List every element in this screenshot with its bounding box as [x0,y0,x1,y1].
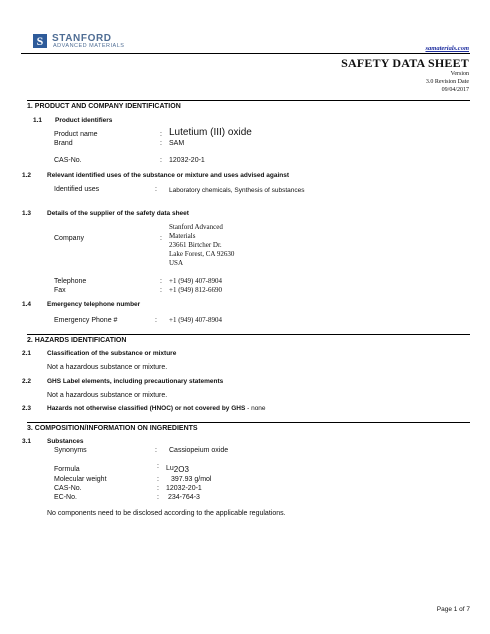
colon: : [157,463,159,470]
subsection-title: Substances [47,438,84,445]
colon: : [160,235,162,242]
colon: : [160,131,162,138]
company-address [169,223,234,268]
emergency-phone-value: +1 (949) 407-8904 [169,316,222,324]
logo-name: STANFORD [52,33,112,44]
subsection-title: Details of the supplier of the safety data sheet [47,210,189,217]
label-elements-text: Not a hazardous substance or mixture. [47,392,168,399]
ec-value: 234-764-3 [168,494,200,501]
composition-note: No components need to be disclosed according to the applicable regulations. [47,510,286,517]
colon: : [157,494,159,501]
header-rule [21,53,470,54]
section-1-heading: 1. PRODUCT AND COMPANY IDENTIFICATION [27,100,470,113]
telephone-value: +1 (949) 407-8904 [169,277,222,285]
telephone-label: Telephone [54,278,87,285]
ec-label: EC-No. [54,494,77,501]
cas-value: 12032-20-1 [166,485,202,492]
colon: : [160,287,162,294]
brand-label: Brand [54,140,73,147]
synonyms-label: Synonyms [54,447,87,454]
molecular-weight-value: 397.93 g/mol [171,476,212,483]
subsection-number: 2.3 [22,405,32,412]
revision-date: 09/04/2017 [441,87,469,93]
address-line: USA [169,259,184,267]
subsection-title: Emergency telephone number [47,301,141,308]
subsection-number: 3.1 [22,438,32,445]
brand-value: SAM [169,140,185,147]
colon: : [157,485,159,492]
subsection-number: 2.1 [22,350,32,357]
address-line: Stanford Advanced [169,223,223,231]
address-line: 23661 Birtcher Dr. [169,241,222,249]
section-2-heading: 2. HAZARDS IDENTIFICATION [27,334,470,347]
colon: : [155,447,157,454]
subsection-title: Product identifiers [55,117,113,124]
subsection-number: 1.1 [33,117,43,124]
subsection-number: 1.3 [22,210,32,217]
formula-label: Formula [54,466,80,473]
product-name-label: Product name [54,131,98,138]
revision-label: 3.0 Revision Date [425,79,469,85]
molecular-weight-label: Molecular weight [54,476,107,483]
document-title: SAFETY DATA SHEET [341,56,469,70]
address-line: Materials [169,232,196,240]
cas-label: CAS-No. [54,485,82,492]
subsection-number: 1.4 [22,301,32,308]
formula-element-o: O [178,465,185,474]
classification-text: Not a hazardous substance or mixture. [47,364,168,371]
website-link[interactable]: samaterials.com [425,45,469,52]
fax-value: +1 (949) 812-6690 [169,286,222,294]
address-line: Lake Forest, CA 92630 [169,250,235,258]
subsection-title: GHS Label elements, including precautionary statements [47,378,224,385]
company-label: Company [54,235,84,242]
identified-uses-label: Identified uses [54,186,100,193]
colon: : [155,317,157,324]
hnoc-line [47,405,266,412]
subsection-title: Classification of the substance or mixture [47,350,177,357]
emergency-phone-label: Emergency Phone # [54,317,118,324]
subsection-title: Hazards not otherwise classified (HNOC) or not covered by GHS [47,405,246,412]
fax-label: Fax [54,287,66,294]
subsection-number: 1.2 [22,172,32,179]
subsection-number: 2.2 [22,378,32,385]
subsection-title: Relevant identified uses of the substance or mixture and uses advised against [47,172,290,179]
section-3-heading: 3. COMPOSITION/INFORMATION ON INGREDIENTS [27,422,470,435]
page-number: Page 1 of 7 [436,606,470,613]
cas-value: 12032-20-1 [169,157,205,164]
synonyms-value: Cassiopeium oxide [169,447,229,454]
colon: : [160,278,162,285]
cas-label: CAS-No. [54,157,82,164]
formula-subscript: 3 [184,465,189,474]
identified-uses-value: Laboratory chemicals, Synthesis of substances [169,187,305,194]
colon: : [155,186,157,193]
formula-subscript: 2 [173,465,179,474]
product-name: Lutetium (III) oxide [169,127,252,138]
logo-mark: S [33,34,47,48]
formula-element-lu: Lu [166,465,174,472]
logo-subtitle: ADVANCED MATERIALS [53,43,125,49]
formula-value [166,463,189,472]
colon: : [160,157,162,164]
version-label: Version [450,71,469,77]
colon: : [157,476,159,483]
hnoc-suffix: - none [245,405,266,412]
colon: : [160,140,162,147]
